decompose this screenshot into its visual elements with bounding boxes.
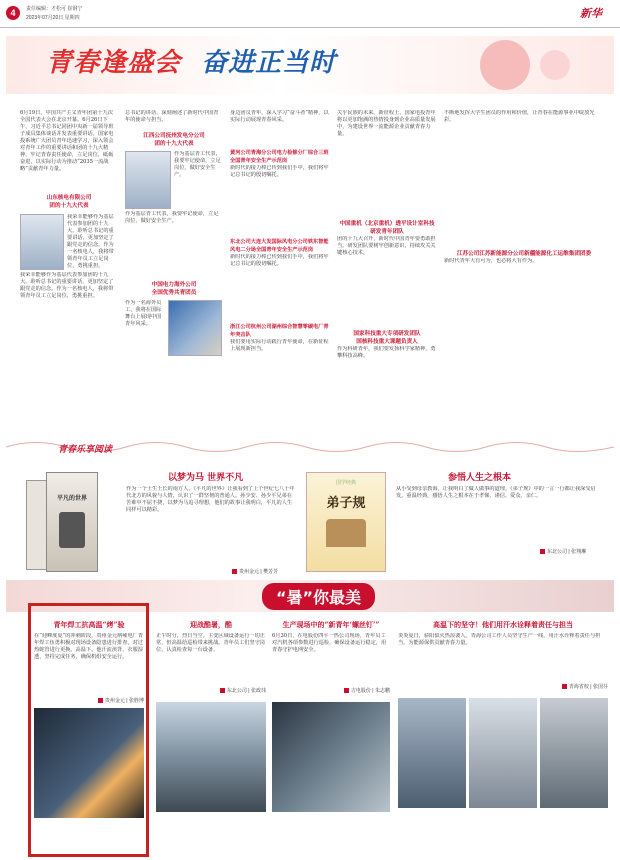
- portrait-photo: [125, 151, 171, 209]
- col2-text: 总书记的讲话，深刻阐述了新时代中国青年的使命与担当。: [125, 110, 219, 123]
- byline-text: 青海省校 | 张国芬: [568, 684, 608, 690]
- page-header: [0, 0, 620, 28]
- page-number: 4: [6, 6, 20, 20]
- byline-text: 吉电股份 | 朱志鹏: [350, 688, 390, 694]
- reading-article-1-byline: [232, 568, 278, 575]
- col4-subhead: 国家科技重大专项研发团队: [353, 331, 421, 337]
- bottom-article-2-byline: [156, 687, 266, 694]
- byline-marker: [232, 569, 237, 574]
- col2-text: 作为一名海外员工，我将在国际舞台上展现中国青年风采。: [125, 300, 162, 327]
- banner-decoration: [480, 40, 530, 90]
- bottom-article-3-text: 6月30日，在电股份四平一热公司现场，青年员工对汽机各项参数进行巡检，确保设备运行稳定，用青春守护电网安全。: [272, 633, 387, 653]
- byline-text: 贵州金元 | 樊芳芳: [239, 569, 279, 575]
- col3-subhead: 浙江公司杭州公司湖州综合智慧零碳电厂青年突击队: [230, 324, 329, 338]
- banner-decoration: [540, 50, 570, 80]
- bottom-article-2-title: 迎战酷暑，酷: [190, 620, 232, 629]
- col4-text: 作为科研青年，我们要发扬科学家精神，勇攀科技高峰。: [337, 346, 436, 359]
- col2-subhead: 江西公司抚州发电分公司: [143, 133, 205, 139]
- col2-text-cont: 作为基层青工代表，我要牢记使命，立足岗位，做好安全生产。: [125, 211, 219, 224]
- col2-subhead: 中国电力海外公司: [151, 282, 197, 288]
- col3-text: 新时代的接力棒已传到我们手中，我们将牢记总书记的殷切嘱托。: [230, 254, 329, 267]
- banner-title: [46, 42, 336, 79]
- banner-title-part2: 奋进正当时: [201, 48, 337, 78]
- col2-text: 作为基层青工代表，我要牢记使命，立足岗位，做好安全生产。: [174, 151, 221, 178]
- reading-article-2-text: 从小受到母亲教诲，让我明白了做人做事的道理。《弟子规》中的一言一行都让我深受启发。重温经典，感悟人生之根本在于孝悌、谨信、爱众、亲仁。: [396, 486, 596, 499]
- byline-marker: [562, 684, 567, 689]
- reading-article-1-text: 作为一个土生土长的南方人，《平凡的世界》让我看到了上个世纪七八十年代北方的风貌与人情，认识了一群坚韧的普通人。孙少安、孙少平兄弟在苦难中不屈不挠，以梦为马追寻理想，他们的故事让我明白，平凡的人生同样可以精彩。: [126, 486, 295, 513]
- col3-text: 身边团员青年，深入学习“奋斗者”精神，以实际行动展现青春风采。: [230, 110, 329, 123]
- bottom-article-2-text: 正午时分，烈日当空。主变区域设备运行一切正常，但高温给巡检带来挑战。青年员工们坚守岗位，认真检查每一台设备。: [156, 633, 265, 653]
- author-portrait: [59, 512, 85, 548]
- field-photo: [540, 698, 608, 808]
- byline-text: 东北公司 | 张翔琳: [547, 549, 587, 555]
- worker-photo: [168, 300, 222, 356]
- editor-line: 责任编辑：才松可 崔钢宁: [26, 6, 83, 12]
- column-1: [20, 110, 118, 430]
- bottom-article-4-text: 炎炎夏日，骄阳似火热浪袭人。青海公司工作人员坚守生产一线，用汗水诠释着责任与担当，为能源保供贡献青春力量。: [398, 633, 601, 646]
- col1-subhead: 团的十九大代表: [49, 203, 89, 209]
- highlight-box: [28, 603, 149, 857]
- reading-article-2-title: 参悟人生之根本: [448, 473, 512, 483]
- bottom-article-3-title: 生产现场中的“新青年‘螺丝钉’”: [282, 620, 380, 629]
- bottom-article-1-text: 在“迎峰度夏”的冲刺阶段，贵州金元纳雍电厂青年焊工伍勇积极对现场设备隐患进行排查，对过热蛇管进行更换。高温下，他汗流浃背，衣服湿透，坚持完成任务，确保机组安全运行。: [34, 633, 144, 660]
- book-title: 弟子规: [326, 496, 366, 511]
- book-cover-1: [26, 470, 116, 574]
- summer-section-title: “暑”你最美: [262, 583, 375, 610]
- field-photo: [469, 698, 537, 808]
- col1-subhead: 山东核电有限公司: [46, 195, 92, 201]
- col3-text: 新时代的接力棒已传到我们手中，我们将牢记总书记的殷切嘱托。: [230, 165, 329, 178]
- col3-subhead: 东北公司大连大发国际风电分公司铁东智能风电二分场全国青年安全生产示范岗: [230, 239, 329, 253]
- col2-subhead: 团的十九大代表: [154, 141, 194, 147]
- field-photo: [398, 698, 466, 808]
- column-2: [125, 110, 223, 430]
- byline-marker: [220, 688, 225, 693]
- intro-text: 6月19日，中国共产主义青年团第十九次全国代表大会在北京开幕。6月26日下午，习近平总书记同团中央新一届领导班子成员集体谈话并发表重要讲话。国家电投系统广大团员青年迅速学习，深入领会对青年工作的重要讲话和团的十九大精神，牢记青春责任使命，立足岗位，砥砺奋进，以实际行动为推动“2035一流战略”贡献青年力量。: [20, 110, 114, 172]
- substation-photo: [156, 702, 266, 812]
- banner-title-part1: 青春逢盛会: [46, 48, 182, 78]
- book-title: 平凡的世界: [56, 495, 87, 502]
- col4-text: 关乎民族的未来。新征程上，国家电投青年将以更加饱满的热情投身到企业高质量发展中，为建设世界一流能源企业贡献青春力量。: [337, 110, 436, 137]
- bottom-article-4-photos: [398, 698, 608, 808]
- portrait-photo: [20, 214, 64, 270]
- bottom-article-4-byline: [398, 683, 608, 690]
- bottom-article-1-title: 青年焊工抗高温“烤”验: [53, 620, 125, 629]
- col4-subhead: 国核科技重大课题负责人: [356, 339, 418, 345]
- col1-text-cont: 我荣幸能够作为基层代表参加团的十九大。聆听总书记的重要讲话，更加坚定了跟党走的信念。作为一名核电人，我将带领青年员工立足岗位，勇挑重担。: [20, 272, 114, 299]
- col5-text: 新时代青年大有可为，也必将大有作为。: [444, 258, 538, 264]
- bottom-article-2: [156, 620, 266, 812]
- col4-text: 团的十九大召开，新时代中国青年要勇敢担当。研发团队要树牢创新意识，持续攻关关键核心技术。: [337, 236, 436, 256]
- col5-text: 不断地发挥大学生团员的作用和价值，让青春在能源事业中绽放光彩。: [444, 110, 595, 123]
- book-illustration: [326, 519, 366, 547]
- col1-text: 我荣幸能够作为基层代表参加团的十九大。聆听总书记的重要讲话，更加坚定了跟党走的信念。作为一名核电人，我将带领青年员工立足岗位，勇挑重担。: [67, 214, 114, 269]
- bottom-article-4-title: 高温下的坚守！他们用汗水诠释着责任与担当: [433, 620, 573, 629]
- col3-text: 我们要用实际行动践行青年使命，在新征程上展现新担当。: [230, 339, 329, 352]
- plant-photo: [272, 702, 390, 812]
- bottom-article-4: [398, 620, 608, 808]
- byline-marker: [344, 688, 349, 693]
- column-3: [230, 110, 330, 430]
- bottom-article-3-byline: [272, 687, 390, 694]
- reading-section-title: 青春乐享阅读: [58, 445, 113, 455]
- col4-subhead: 中国重机（北京重机）透平设计室科技研发青年团队: [339, 221, 435, 235]
- reading-article-2-byline: [540, 548, 586, 555]
- byline-marker: [540, 549, 545, 554]
- byline-text: 贵州金元 | 张胜博: [104, 698, 144, 704]
- book-cover-2: [306, 472, 386, 572]
- bottom-article-3: [272, 620, 390, 812]
- col5-subhead: 江苏公司江苏新能源分公司新疆能源化工运维集团团委: [456, 251, 592, 257]
- book-series: 国学经典: [335, 480, 356, 486]
- reading-article-1-title: 以梦为马 世界不凡: [168, 473, 244, 483]
- book-front: [46, 472, 98, 572]
- col3-subhead: 黄河公司青海分公司电力检修分厂综合三班全国青年安全生产示范岗: [230, 150, 329, 164]
- column-5: [444, 110, 604, 430]
- col2-subhead: 全国优秀共青团员: [151, 290, 197, 296]
- column-4: [337, 110, 437, 430]
- date-line: 2023年07月20日 星期四: [26, 15, 80, 21]
- section-logo: 新华: [580, 7, 602, 20]
- byline-text: 东北公司 | 张政玮: [226, 688, 266, 694]
